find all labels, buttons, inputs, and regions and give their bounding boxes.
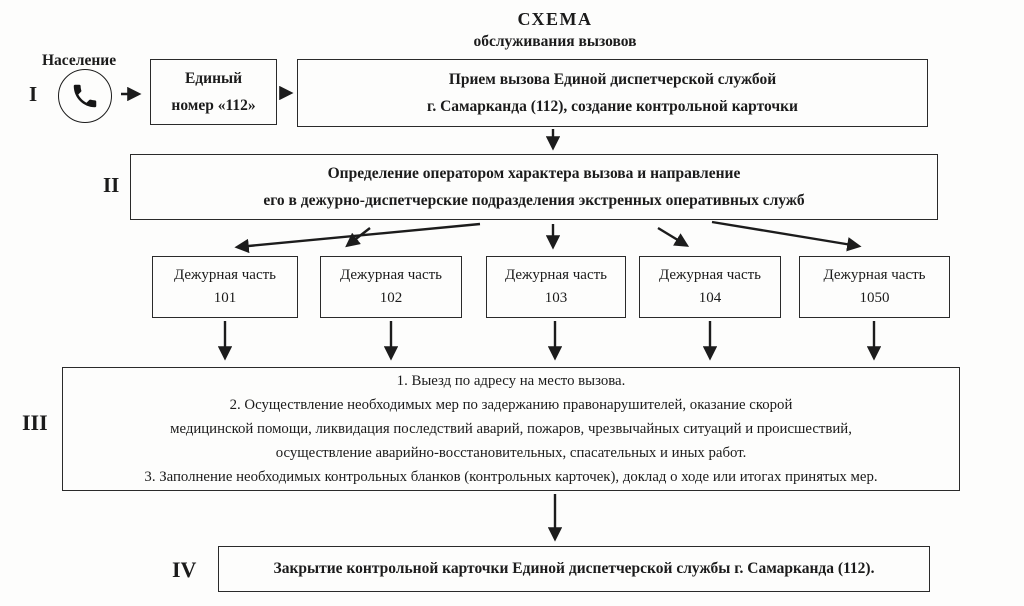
population-label: Население bbox=[42, 52, 117, 69]
duty-unit-number: 104 bbox=[698, 290, 722, 306]
arrow-stage2-to-1050 bbox=[712, 222, 858, 246]
duty-unit-number: 1050 bbox=[859, 290, 890, 306]
card-closure-text: Закрытие контрольной карточки Единой диспетчерской службы г. Самарканда (112). bbox=[273, 560, 875, 577]
arrow-stage2-to-102 bbox=[348, 228, 370, 245]
page-subtitle: обслуживания вызовов bbox=[473, 33, 637, 50]
response-action-line: осуществление аварийно-восстановительных, спасательных и иных работ. bbox=[275, 445, 747, 461]
call-reception-line2: г. Самарканда (112), создание контрольной карточки bbox=[427, 98, 798, 115]
duty-unit-number: 101 bbox=[213, 290, 237, 306]
arrow-stage2-to-104 bbox=[658, 228, 686, 245]
response-action-line: 3. Заполнение необходимых контрольных бланков (контрольных карточек), доклад о ходе или итогах принятых мер. bbox=[144, 469, 878, 485]
response-action-line: 1. Выезд по адресу на место вызова. bbox=[396, 373, 626, 389]
duty-unit-number: 103 bbox=[544, 290, 568, 306]
stage3-numeral: III bbox=[22, 410, 48, 435]
duty-unit-label: Дежурная часть bbox=[173, 267, 277, 283]
call-reception-line1: Прием вызова Единой диспетчерской службой bbox=[448, 71, 777, 88]
call-reception-box bbox=[297, 59, 928, 127]
response-actions-box bbox=[62, 367, 960, 491]
duty-unit-103-box bbox=[486, 256, 626, 318]
response-action-line: 2. Осуществление необходимых мер по задержанию правонарушителей, оказание скорой bbox=[229, 397, 793, 413]
operator-routing-line2: его в дежурно-диспетчерские подразделения экстренных оперативных служб bbox=[263, 192, 805, 209]
duty-unit-label: Дежурная часть bbox=[658, 267, 762, 283]
duty-unit-label: Дежурная часть bbox=[823, 267, 926, 283]
phone-handset-icon bbox=[70, 81, 100, 111]
operator-routing-line1: Определение оператором характера вызова и направление bbox=[327, 165, 741, 182]
response-action-line: медицинской помощи, ликвидация последствий аварий, пожаров, чрезвычайных ситуаций и происшествий, bbox=[170, 421, 852, 437]
duty-unit-101-box bbox=[152, 256, 298, 318]
duty-unit-label: Дежурная часть bbox=[339, 267, 443, 283]
arrow-stage2-to-101 bbox=[238, 224, 480, 247]
stage1-numeral: I bbox=[29, 82, 38, 106]
unified-number-box bbox=[150, 59, 277, 125]
stage2-numeral: II bbox=[103, 173, 120, 197]
diagram-header bbox=[150, 9, 960, 51]
unified-number-line2: номер «112» bbox=[171, 97, 256, 114]
operator-routing-box bbox=[130, 154, 938, 220]
page-title: СХЕМА bbox=[517, 9, 593, 29]
population-caller bbox=[58, 69, 112, 123]
stage4-numeral: IV bbox=[172, 557, 197, 582]
duty-unit-1050-box bbox=[799, 256, 950, 318]
duty-unit-102-box bbox=[320, 256, 462, 318]
duty-unit-number: 102 bbox=[379, 290, 403, 306]
duty-unit-104-box bbox=[639, 256, 781, 318]
duty-unit-label: Дежурная часть bbox=[504, 267, 608, 283]
card-closure-box bbox=[218, 546, 930, 592]
unified-number-line1: Единый bbox=[184, 70, 243, 87]
